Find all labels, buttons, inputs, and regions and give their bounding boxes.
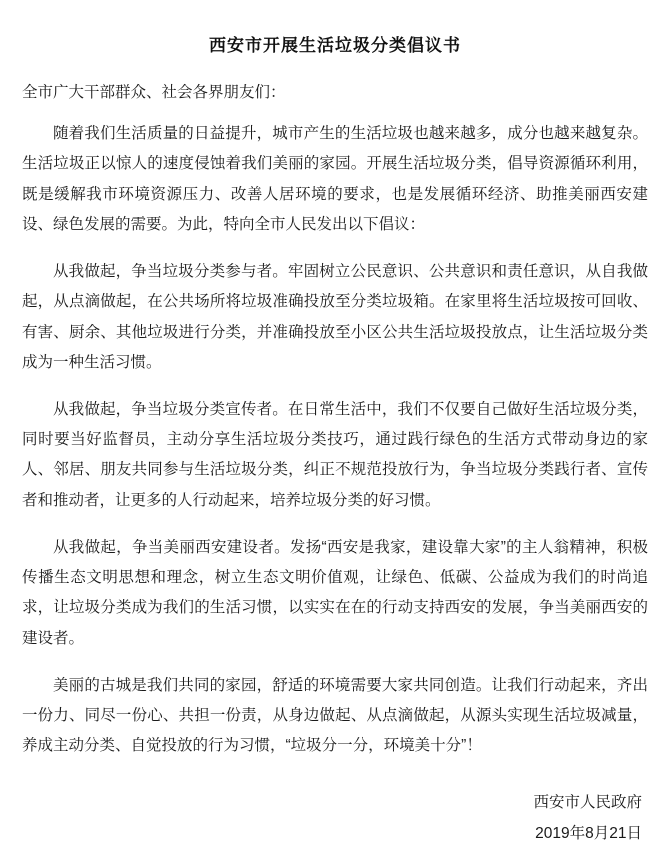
body-paragraph-5: 美丽的古城是我们共同的家园，舒适的环境需要大家共同创造。让我们行动起来，齐出一份力、同尽一份心、共担一份责，从身边做起、从点滴做起，从源头实现生活垃圾减量，养成主动分类、自觉投放的行为习惯，“垃圾分一分，环境美十分”！ [22, 676, 648, 755]
salutation: 全市广大干部群众、社会各界朋友们： [22, 83, 286, 101]
body-paragraph-2: 从我做起，争当垃圾分类参与者。牢固树立公民意识、公共意识和责任意识，从自我做起，从点滴做起，在公共场所将垃圾准确投放至分类垃圾箱。在家里将生活垃圾按可回收、有害、厨余、其他垃圾进行分类，并准确投放至小区公共生活垃圾投放点，让生活垃圾分类成为一种生活习惯。 [22, 263, 648, 371]
signature-block [22, 788, 648, 848]
signature-date: 2019年8月21日 [535, 824, 642, 842]
signature-organization: 西安市人民政府 [533, 794, 642, 812]
page-title: 西安市开展生活垃圾分类倡议书 [209, 36, 461, 55]
body-paragraph-1: 随着我们生活质量的日益提升，城市产生的生活垃圾也越来越多，成分也越来越复杂。生活垃圾正以惊人的速度侵蚀着我们美丽的家园。开展生活垃圾分类，倡导资源循环利用，既是缓解我市环境资源压力、改善人居环境的要求，也是发展循环经济、助推美丽西安建设、绿色发展的需要。为此，特向全市人民发出以下倡议： [22, 125, 648, 233]
body-paragraph-4: 从我做起，争当美丽西安建设者。发扬“西安是我家，建设靠大家”的主人翁精神，积极传播生态文明思想和理念，树立生态文明价值观，让绿色、低碳、公益成为我们的时尚追求，让垃圾分类成为我们的生活习惯，以实实在在的行动支持西安的发展，争当美丽西安的建设者。 [22, 538, 648, 647]
body-paragraph-3: 从我做起，争当垃圾分类宣传者。在日常生活中，我们不仅要自己做好生活垃圾分类，同时要当好监督员，主动分享生活垃圾分类技巧，通过践行绿色的生活方式带动身边的家人、邻居、朋友共同参与生活垃圾分类，纠正不规范投放行为，争当垃圾分类践行者、宣传者和推动者，让更多的人行动起来，培养垃圾分类的好习惯。 [22, 400, 648, 509]
